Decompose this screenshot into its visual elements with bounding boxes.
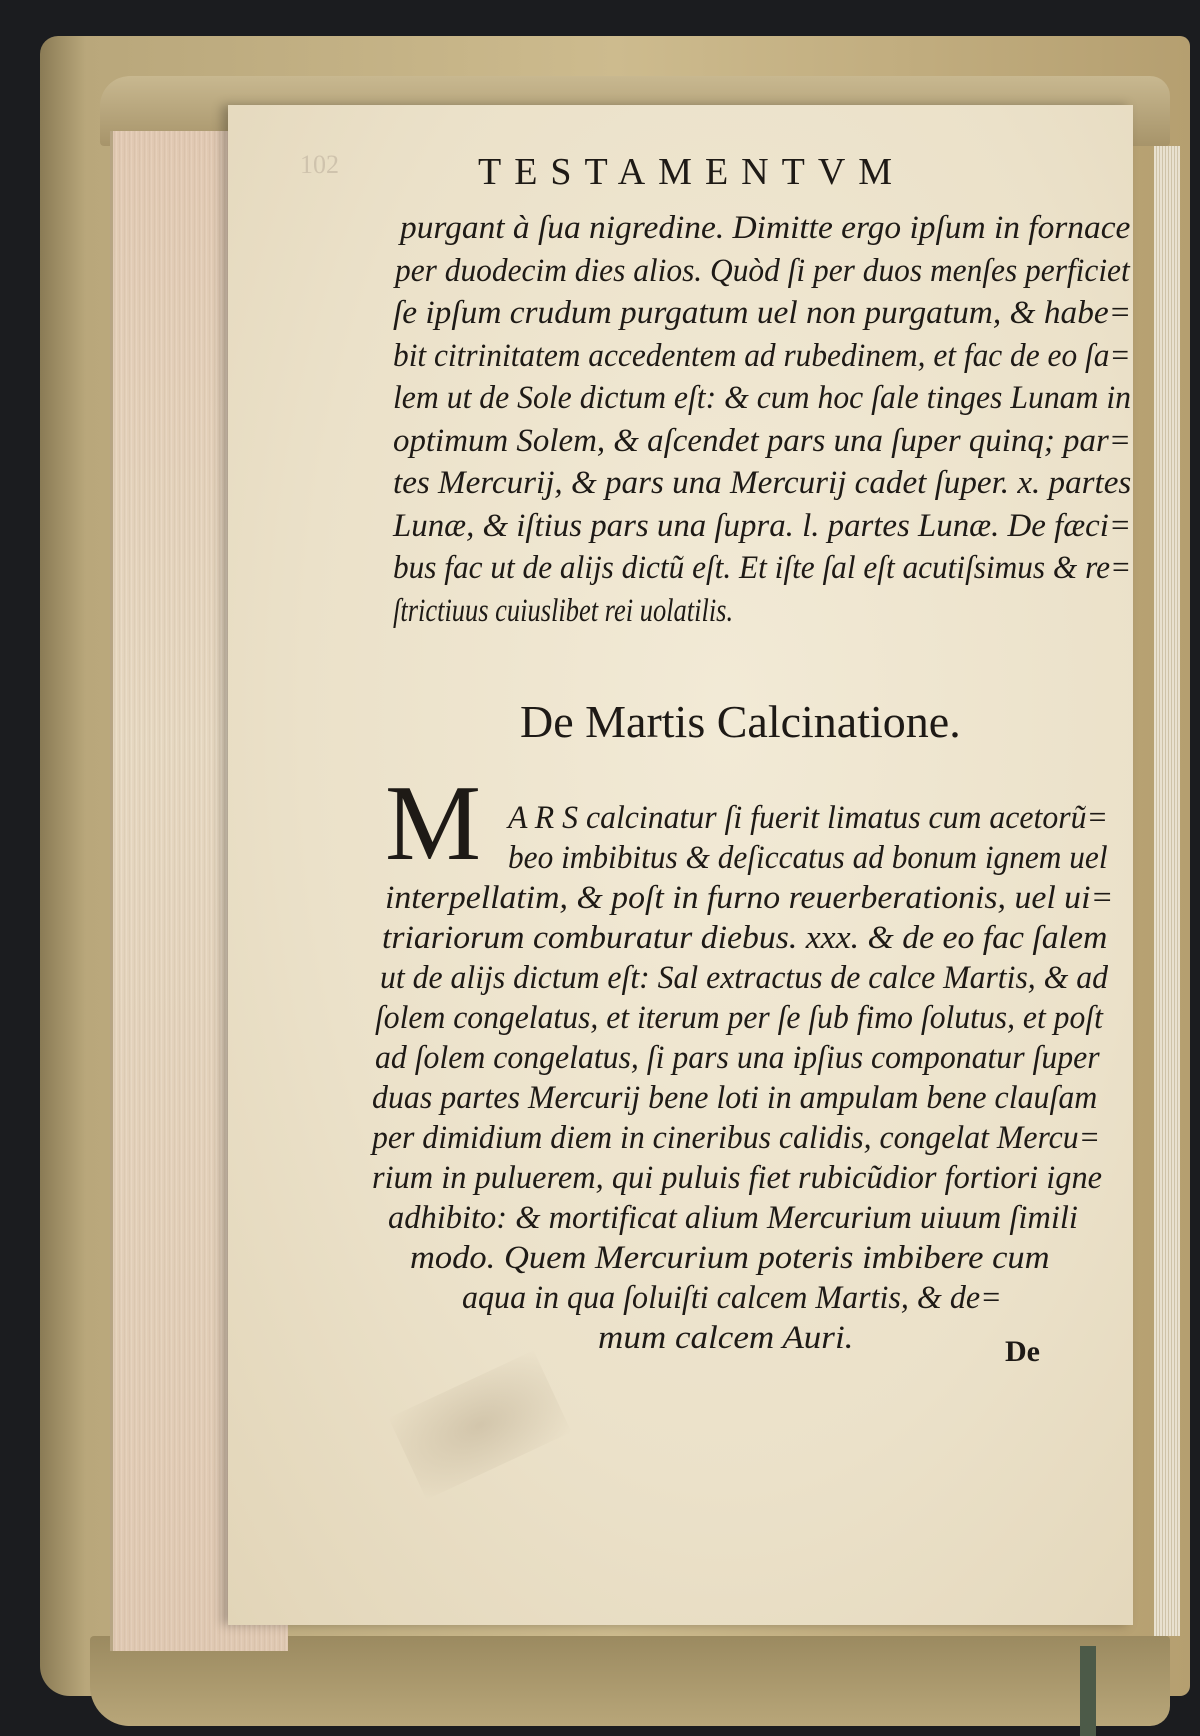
text-line: mum calcem Auri. xyxy=(598,1320,854,1356)
text-line: optimum Solem, & aſcendet pars una ſuper quinq; par= xyxy=(393,422,1131,459)
text-line: rium in puluerem, qui puluis fiet rubicũdior fortiori igne xyxy=(372,1160,1103,1196)
text-line: aqua in qua ſoluiſti calcem Martis, & de= xyxy=(462,1280,1002,1316)
text-line: bit citrinitatem accedentem ad rubedinem, et fac de eo ſa= xyxy=(393,337,1131,374)
text-line: Lunæ, & iſtius pars una ſupra. l. partes Lunæ. De fæci= xyxy=(393,507,1132,544)
text-line: per dimidium diem in cineribus calidis, congelat Mercu= xyxy=(372,1120,1101,1156)
page-edges-right xyxy=(1154,146,1180,1636)
text-line: duas partes Mercurij bene loti in ampulam bene clauſam xyxy=(372,1080,1098,1116)
text-line: ſe ipſum crudum purgatum uel non purgatum, & habe= xyxy=(393,295,1132,331)
text-line: A R S calcinatur ſi fuerit limatus cum acetorũ= xyxy=(508,800,1108,836)
section-title: De Martis Calcinatione. xyxy=(520,696,961,747)
drop-cap: M xyxy=(385,764,482,883)
running-head: TESTAMENTVM xyxy=(478,151,906,193)
text-line: per duodecim dies alios. Quòd ſi per duos menſes perficiet xyxy=(395,252,1130,289)
text-line: bus fac ut de alijs dictũ eſt. Et iſte ſal eſt acutiſsimus & re= xyxy=(393,550,1132,586)
text-line: interpellatim, & poſt in furno reuerberationis, uel ui= xyxy=(385,880,1114,916)
page-number: 102 xyxy=(300,150,339,179)
text-line: ad ſolem congelatus, ſi pars una ipſius componatur ſuper xyxy=(375,1040,1100,1076)
text-line: adhibito: & mortificat alium Mercurium uiuum ſimili xyxy=(388,1200,1078,1236)
catchword: De xyxy=(1005,1335,1040,1368)
text-line: triariorum comburatur diebus. xxx. & de eo fac ſalem xyxy=(382,920,1108,956)
text-line: ſolem congelatus, et iterum per ſe ſub fimo ſolutus, et poſt xyxy=(375,1000,1103,1036)
text-line: ut de alijs dictum eſt: Sal extractus de calce Martis, & ad xyxy=(380,960,1109,996)
bookmark-ribbon xyxy=(1080,1646,1096,1736)
text-line: beo imbibitus & deſiccatus ad bonum ignem uel xyxy=(508,840,1108,876)
text-line: lem ut de Sole dictum eſt: & cum hoc ſale tinges Lunam in xyxy=(393,380,1132,416)
text-line: modo. Quem Mercurium poteris imbibere cum xyxy=(410,1240,1050,1276)
text-line: ſtrictiuus cuiuslibet rei uolatilis. xyxy=(393,592,734,629)
text-line: purgant à ſua nigredine. Dimitte ergo ipſum in fornace xyxy=(400,210,1131,246)
text-line: tes Mercurij, & pars una Mercurij cadet ſuper. x. partes xyxy=(393,465,1132,501)
